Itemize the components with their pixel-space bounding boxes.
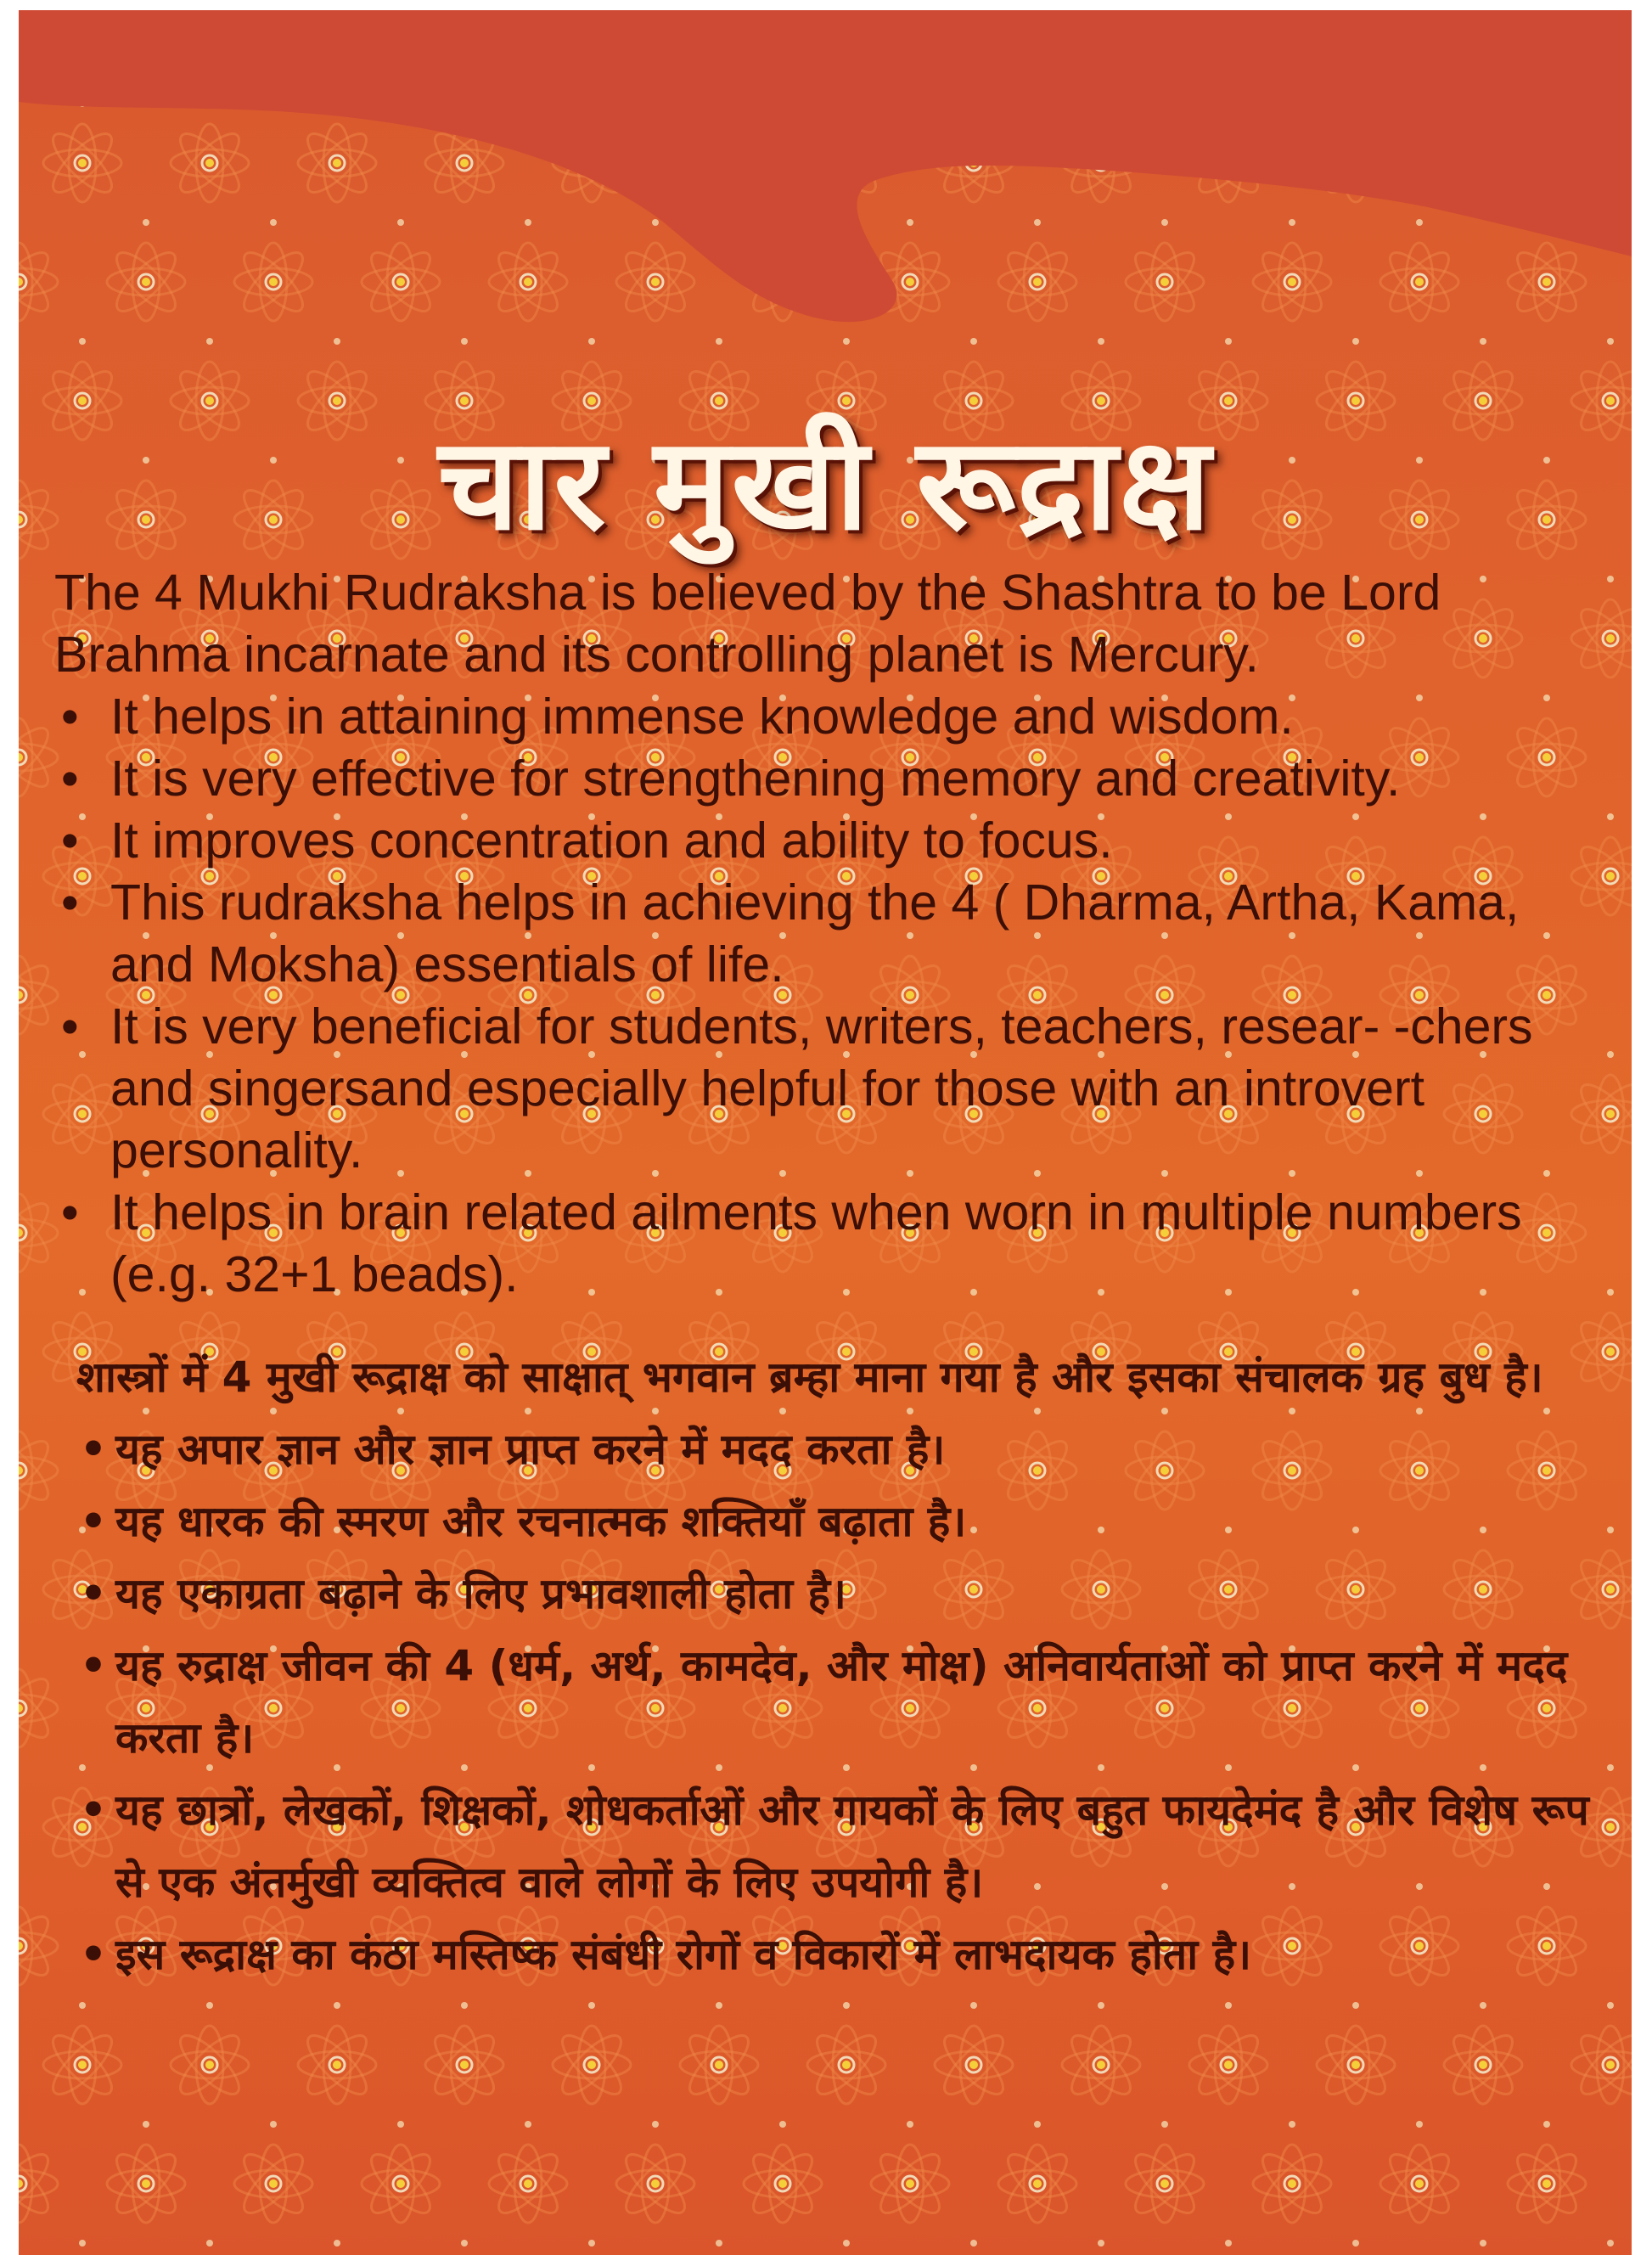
accent-dot <box>588 2240 595 2247</box>
accent-dot <box>716 2002 722 2009</box>
flower-motif <box>234 2145 312 2223</box>
flower-motif <box>19 2145 58 2223</box>
flower-motif <box>19 1431 58 1510</box>
accent-dot <box>1607 1051 1614 1058</box>
hindi-bullet: • इस रूद्राक्ष का कंठा मस्तिष्क संबंधी रोगों व विकारों में लाभदायक होता है। <box>76 1919 1604 1991</box>
top-wave-band <box>19 10 1632 367</box>
accent-dot <box>1034 2121 1041 2128</box>
accent-dot <box>1607 813 1614 820</box>
hindi-bullet: • यह एकाग्रता बढ़ाने के लिए प्रभावशाली होता है। <box>76 1558 1604 1630</box>
accent-dot <box>1161 2121 1168 2128</box>
accent-dot <box>206 2002 213 2009</box>
english-bullet: • It helps in attaining immense knowledge and wisdom. <box>49 686 1603 748</box>
accent-dot <box>525 2121 531 2128</box>
page-title: चार मुखी रूद्राक्ष <box>438 409 1212 559</box>
accent-dot <box>1607 1289 1614 1296</box>
accent-dot <box>1607 2002 1614 2009</box>
flower-motif <box>871 2145 949 2223</box>
flower-motif <box>43 2026 121 2104</box>
accent-dot <box>1480 2002 1486 2009</box>
flower-motif <box>1317 2026 1395 2104</box>
accent-dot <box>334 2002 340 2009</box>
accent-dot <box>1607 2240 1614 2247</box>
accent-dot <box>1607 576 1614 582</box>
english-section <box>49 562 1603 1306</box>
accent-dot <box>206 2240 213 2247</box>
accent-dot <box>1352 2002 1359 2009</box>
flower-motif <box>171 2026 249 2104</box>
accent-dot <box>1607 1527 1614 1533</box>
flower-motif <box>1126 2145 1204 2223</box>
flower-motif <box>935 2026 1013 2104</box>
flower-motif <box>1380 2145 1458 2223</box>
accent-dot <box>461 2240 468 2247</box>
accent-dot <box>1098 2002 1104 2009</box>
hindi-section <box>76 1341 1604 1991</box>
accent-dot <box>1352 2240 1359 2247</box>
accent-dot <box>652 2121 659 2128</box>
flower-motif <box>19 1669 58 1747</box>
accent-dot <box>970 2002 977 2009</box>
accent-dot <box>334 2240 340 2247</box>
accent-dot <box>461 2002 468 2009</box>
accent-dot <box>843 2240 850 2247</box>
accent-dot <box>1225 2240 1232 2247</box>
flower-motif <box>489 2145 567 2223</box>
hindi-bullet: • यह छात्रों, लेखकों, शिक्षकों, शोधकर्ताओं और गायकों के लिए बहुत फायदेमंद है और विशेष रूप से एक अंतर्मुखी व्यक्तित्व वाले लोगों के लिए उपयोगी है। <box>76 1774 1604 1919</box>
english-bullet: • It is very beneficial for students, writers, teachers, resear- -chers and singersand especially helpful for those with an introvert personality. <box>49 996 1603 1182</box>
accent-dot <box>397 2121 404 2128</box>
flower-motif <box>1189 2026 1267 2104</box>
hindi-bullet: • यह धारक की स्मरण और रचनात्मक शक्तियाँ बढ़ाता है। <box>76 1486 1604 1558</box>
flower-motif <box>362 2145 440 2223</box>
hindi-bullet-list <box>76 1414 1604 1991</box>
accent-dot <box>1225 2002 1232 2009</box>
accent-dot <box>143 2121 149 2128</box>
flower-motif <box>1444 2026 1522 2104</box>
hindi-intro: शास्त्रों में 4 मुखी रूद्राक्ष को साक्षात् भगवान ब्रम्हा माना गया है और इसका संचालक ग्रह बुध है। <box>76 1352 1543 1402</box>
accent-dot <box>843 2002 850 2009</box>
accent-dot <box>1289 2121 1295 2128</box>
accent-dot <box>970 2240 977 2247</box>
english-bullet: • It is very effective for strengthening memory and creativity. <box>49 748 1603 810</box>
english-bullet: • This rudraksha helps in achieving the 4 ( Dharma, Artha, Kama, and Moksha) essentials of life. <box>49 872 1603 996</box>
english-intro: The 4 Mukhi Rudraksha is believed by the Shashtra to be Lord Brahma incarnate and its controlling planet is Mercury. <box>54 565 1441 683</box>
accent-dot <box>716 2240 722 2247</box>
wave-shape <box>19 10 1632 322</box>
accent-dot <box>79 2002 86 2009</box>
card <box>19 10 1632 2255</box>
flower-motif <box>19 1907 58 1985</box>
flower-motif <box>425 2026 503 2104</box>
english-bullet-list <box>49 686 1603 1306</box>
flower-motif <box>680 2026 758 2104</box>
hindi-bullet: • यह रुद्राक्ष जीवन की 4 (धर्म, अर्थ, कामदेव, और मोक्ष) अनिवार्यताओं को प्राप्त करने में मदद करता है। <box>76 1630 1604 1774</box>
flower-motif <box>107 2145 185 2223</box>
flower-motif <box>1253 2145 1331 2223</box>
english-bullet: • It helps in brain related ailments when worn in multiple numbers (e.g. 32+1 beads). <box>49 1182 1603 1306</box>
flower-motif <box>744 2145 822 2223</box>
accent-dot <box>1416 2121 1423 2128</box>
english-bullet: • It improves concentration and ability to focus. <box>49 810 1603 872</box>
accent-dot <box>779 2121 786 2128</box>
accent-dot <box>1480 2240 1486 2247</box>
flower-motif <box>298 2026 376 2104</box>
accent-dot <box>79 2240 86 2247</box>
flower-motif <box>1062 2026 1140 2104</box>
accent-dot <box>1607 1764 1614 1771</box>
flower-motif <box>998 2145 1076 2223</box>
flower-motif <box>807 2026 885 2104</box>
accent-dot <box>907 2121 913 2128</box>
flower-motif <box>553 2026 631 2104</box>
accent-dot <box>588 2002 595 2009</box>
accent-dot <box>1098 2240 1104 2247</box>
flower-motif <box>616 2145 694 2223</box>
hindi-bullet: • यह अपार ज्ञान और ज्ञान प्राप्त करने में मदद करता है। <box>76 1414 1604 1486</box>
flower-motif <box>1571 2026 1632 2104</box>
accent-dot <box>1543 2121 1550 2128</box>
flower-motif <box>1508 2145 1586 2223</box>
accent-dot <box>270 2121 277 2128</box>
